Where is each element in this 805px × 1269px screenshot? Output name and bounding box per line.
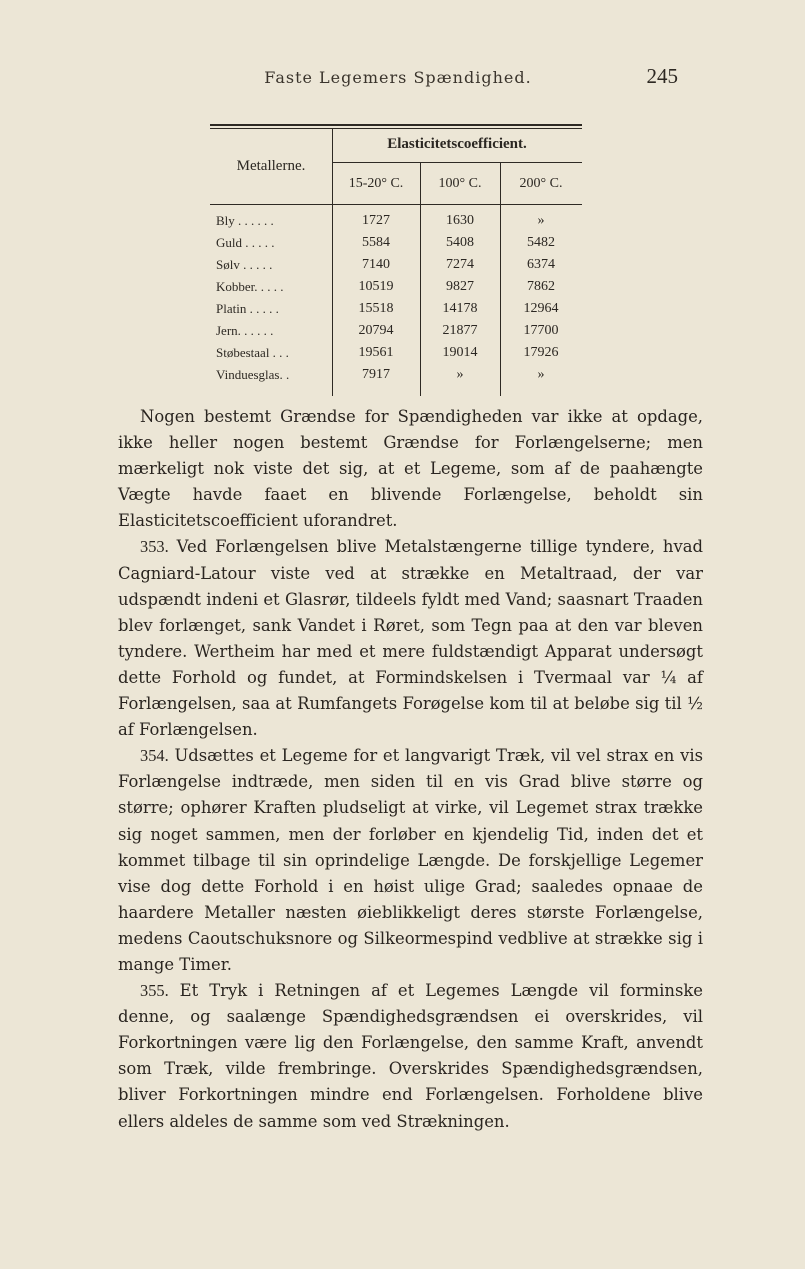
col-header-100: 100° C. <box>438 176 482 191</box>
value-cell: 21877 <box>442 323 478 338</box>
metal-name: Vinduesglas. . <box>216 367 290 382</box>
paragraph-354 <box>118 743 703 978</box>
running-title: Faste Legemers Spændighed. <box>264 68 532 87</box>
value-cell: 15518 <box>358 301 394 316</box>
elasticity-table <box>210 124 582 396</box>
value-cell: 6374 <box>527 257 555 272</box>
value-cell: 7140 <box>362 257 390 272</box>
value-cell: 5584 <box>362 235 390 250</box>
value-cell: 5482 <box>527 235 555 250</box>
section-number-355: 355. <box>140 981 169 1001</box>
value-cell: 19014 <box>442 345 478 360</box>
value-cell: 17700 <box>523 323 559 338</box>
value-cell: » <box>537 213 545 228</box>
value-cell: 12964 <box>523 301 559 316</box>
table-top-rule-thin <box>210 128 582 129</box>
metal-name: Guld . . . . . <box>216 235 275 250</box>
table-top-rule <box>210 124 582 126</box>
metal-name: Platin . . . . . <box>216 301 279 316</box>
metal-name: Jern. . . . . . <box>216 323 274 338</box>
paragraph-355-text: Et Tryk i Retningen af et Legemes Længde vil forminske denne, og saalænge Spændighedsgrændsen ei overskrides, vil Forkortningen være lig den Forlængelse, den samme Kraft, anvendt som Træk, vilde frembringe. Overskrides Spændighedsgrændsen, bliver Forkortningen mindre end Forlængelsen. Forholdene blive ellers aldeles de samme som ved Strækningen. <box>118 981 703 1131</box>
metal-name: Bly . . . . . . <box>216 213 274 228</box>
value-cell: 7917 <box>362 367 390 382</box>
metal-name: Kobber. . . . . <box>216 279 284 294</box>
value-cell: 5408 <box>446 235 474 250</box>
value-cell: 1630 <box>446 213 474 228</box>
paragraph-354-text: Udsættes et Legeme for et langvarigt Træk, vil vel strax en vis Forlængelse indtræde, men siden til en vis Grad blive større og større; ophører Kraften pludseligt at virke, vil Legemet strax trække sig noget sammen, men der forløber en kjendelig Tid, inden det et kommet tilbage til sin oprindelige Længde. De forskjellige Legemer vise dog dette Forhold i en høist ulige Grad; saaledes opnaae de haardere Metaller næsten øieblikkeligt deres største Forlængelse, medens Caoutschuksnore og Silkeormespind vedblive at strække sig i mange Timer. <box>118 746 703 974</box>
value-cell: 9827 <box>446 279 474 294</box>
value-cell: 10519 <box>358 279 394 294</box>
value-cell: 7862 <box>527 279 555 294</box>
value-cell: » <box>456 367 464 382</box>
header-bottom-rule <box>210 204 582 205</box>
running-head <box>118 64 678 94</box>
row-header: Metallerne. <box>236 158 306 174</box>
paragraph-353-text: Ved Forlængelsen blive Metalstængerne tillige tyndere, hvad Cagniard-Latour viste ved at strække en Metaltraad, der var udspændt indeni et Glasrør, tildeels fyldt med Vand; saasnart Traaden blev forlænget, sank Vandet i Røret, som Tegn paa at den var bleven tyndere. Wertheim har med et mere fuldstændigt Apparat undersøgt dette Forhold og fundet, at Formindskelsen i Tvermaal var ¼ af Forlængelsen, saa at Rumfangets Forøgelse kom til at beløbe sig til ½ af Forlængelsen. <box>118 537 703 740</box>
group-header-underline <box>332 162 582 163</box>
body-text <box>118 404 703 1135</box>
col-header-15-20: 15-20° C. <box>348 176 404 191</box>
paragraph-353 <box>118 534 703 743</box>
value-cell: 7274 <box>446 257 474 272</box>
value-cell: 20794 <box>358 323 394 338</box>
metal-name: Støbestaal . . . <box>216 345 289 360</box>
page-number: 245 <box>646 64 678 88</box>
paragraph-1: Nogen bestemt Grændse for Spændigheden var ikke at opdage, ikke heller nogen bestemt Grændse for Forlængelserne; men mærkeligt nok viste det sig, at et Legeme, som af de paahængte Vægte havde faaet en blivende Forlængelse, beholdt sin Elasticitetscoefficient uforandret. <box>118 407 703 531</box>
value-cell: » <box>537 367 545 382</box>
group-header: Elasticitetscoefficient. <box>387 136 527 152</box>
value-cell: 1727 <box>362 213 390 228</box>
section-number-353: 353. <box>140 537 169 557</box>
metal-name: Sølv . . . . . <box>216 257 273 272</box>
value-cell: 19561 <box>358 345 394 360</box>
col-header-200: 200° C. <box>519 176 563 191</box>
paragraph-355 <box>118 978 703 1135</box>
value-cell: 14178 <box>442 301 478 316</box>
section-number-354: 354. <box>140 746 169 766</box>
value-cell: 17926 <box>523 345 559 360</box>
